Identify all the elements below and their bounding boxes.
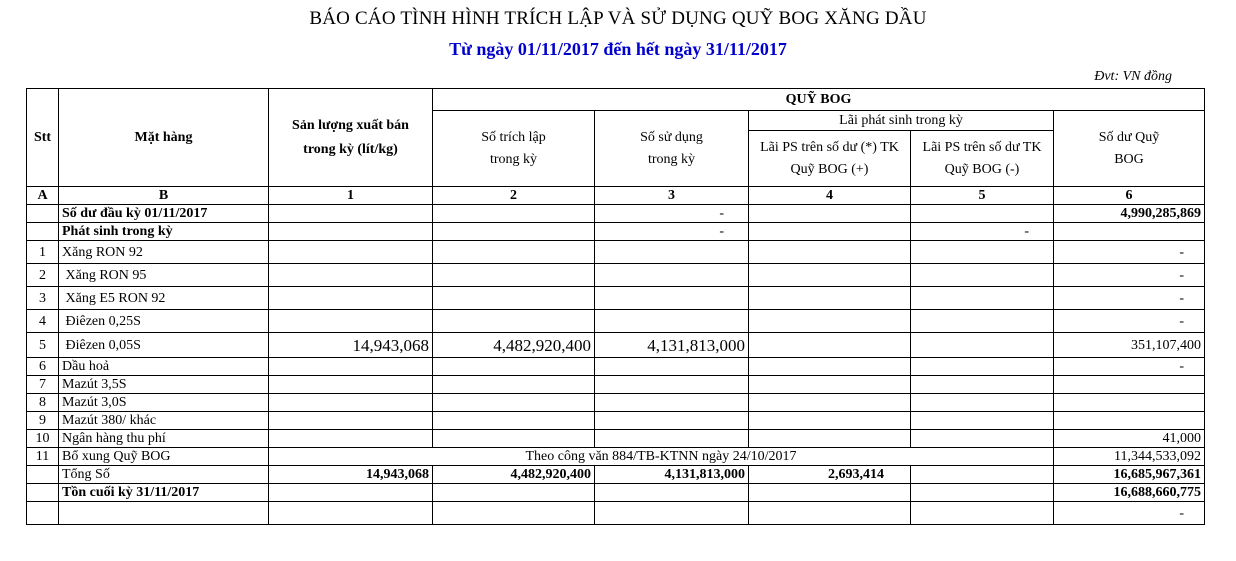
cell-4: [749, 333, 911, 358]
cell-2: [433, 394, 595, 412]
cell-4: [749, 502, 911, 525]
cell-stt: [27, 484, 59, 502]
cell-4: [749, 310, 911, 333]
cell-5: [911, 394, 1054, 412]
table-row-opening: [27, 205, 1205, 223]
cell-1: [269, 376, 433, 394]
table-row-closing: [27, 484, 1205, 502]
header-stt: Stt: [27, 89, 59, 187]
code-1: 1: [269, 187, 433, 205]
header-mat-hang: Mặt hàng: [59, 89, 269, 187]
cell-3: [595, 241, 749, 264]
cell-stt: 1: [27, 241, 59, 264]
cell-6: [1054, 223, 1205, 241]
table-row-2: [27, 264, 1205, 287]
cell-stt: [27, 205, 59, 223]
row-label: Mazút 380/ khác: [59, 412, 269, 430]
cell-5: [911, 287, 1054, 310]
cell-5: [911, 484, 1054, 502]
cell-6: 4,990,285,869: [1054, 205, 1205, 223]
cell-6: -: [1054, 241, 1205, 264]
cell-3: [595, 412, 749, 430]
cell-1: [269, 264, 433, 287]
table-row-arising: [27, 223, 1205, 241]
cell-5: [911, 264, 1054, 287]
cell-6: -: [1054, 264, 1205, 287]
cell-1: [269, 502, 433, 525]
cell-6: -: [1054, 358, 1205, 376]
cell-1: [269, 241, 433, 264]
row-label: Mazút 3,5S: [59, 376, 269, 394]
cell-stt: 3: [27, 287, 59, 310]
cell-1: [269, 310, 433, 333]
cell-5: [911, 358, 1054, 376]
cell-2: [433, 205, 595, 223]
cell-5: [911, 376, 1054, 394]
cell-2: [433, 358, 595, 376]
cell-3: [595, 430, 749, 448]
table-row-11: [27, 448, 1205, 466]
cell-stt: 10: [27, 430, 59, 448]
cell-5: [911, 430, 1054, 448]
cell-2: 4,482,920,400: [433, 333, 595, 358]
cell-6: 16,685,967,361: [1054, 466, 1205, 484]
cell-5: [911, 310, 1054, 333]
cell-2: [433, 430, 595, 448]
cell-2: [433, 376, 595, 394]
cell-2: [433, 223, 595, 241]
cell-1: [269, 394, 433, 412]
cell-4: [749, 205, 911, 223]
cell-3: -: [595, 223, 749, 241]
cell-3: [595, 484, 749, 502]
table-row-total: [27, 466, 1205, 484]
cell-4: [749, 223, 911, 241]
row-label: Xăng RON 95: [59, 264, 269, 287]
cell-6: -: [1054, 287, 1205, 310]
row-label: Điêzen 0,05S: [59, 333, 269, 358]
cell-stt: 11: [27, 448, 59, 466]
cell-5: [911, 205, 1054, 223]
cell-5: [911, 466, 1054, 484]
cell-2: [433, 264, 595, 287]
row-label: Phát sinh trong kỳ: [59, 223, 269, 241]
cell-1: [269, 358, 433, 376]
code-6: 6: [1054, 187, 1205, 205]
table-row-6: [27, 358, 1205, 376]
report-title: BÁO CÁO TÌNH HÌNH TRÍCH LẬP VÀ SỬ DỤNG QUỸ BOG XĂNG DẦU: [309, 8, 927, 29]
header-lai-ps-cong: Lãi PS trên số dư (*) TK Quỹ BOG (+): [749, 131, 911, 187]
cell-5: -: [911, 223, 1054, 241]
table-row-5: [27, 333, 1205, 358]
currency-unit: Đvt: VN đồng: [1094, 69, 1172, 84]
header-so-trich-lap: Số trích lập trong kỳ: [433, 111, 595, 187]
code-5: 5: [911, 187, 1054, 205]
cell-stt: 5: [27, 333, 59, 358]
cell-4: 2,693,414: [749, 466, 911, 484]
cell-1: [269, 287, 433, 310]
header-lai-phat-sinh: Lãi phát sinh trong kỳ: [749, 111, 1054, 131]
header-quy-bog: QUỸ BOG: [433, 89, 1205, 111]
row-label: Ngân hàng thu phí: [59, 430, 269, 448]
cell-3: [595, 358, 749, 376]
cell-4: [749, 358, 911, 376]
cell-stt: [27, 466, 59, 484]
row-label: Dầu hoả: [59, 358, 269, 376]
cell-stt: 4: [27, 310, 59, 333]
cell-4: [749, 376, 911, 394]
row-label: Tồn cuối kỳ 31/11/2017: [59, 484, 269, 502]
cell-stt: 6: [27, 358, 59, 376]
cell-1: [269, 412, 433, 430]
cell-4: [749, 264, 911, 287]
code-a: A: [27, 187, 59, 205]
cell-6: [1054, 394, 1205, 412]
cell-3: 4,131,813,000: [595, 466, 749, 484]
cell-2: [433, 287, 595, 310]
cell-6: [1054, 376, 1205, 394]
cell-1: [269, 484, 433, 502]
cell-2: 4,482,920,400: [433, 466, 595, 484]
cell-6: [1054, 412, 1205, 430]
table-row-1: [27, 241, 1205, 264]
cell-6: 11,344,533,092: [1054, 448, 1205, 466]
cell-stt: 2: [27, 264, 59, 287]
cell-2: [433, 502, 595, 525]
cell-3: [595, 394, 749, 412]
row-note: Theo công văn 884/TB-KTNN ngày 24/10/2017: [269, 448, 1054, 466]
row-label: Xăng RON 92: [59, 241, 269, 264]
table-row-3: [27, 287, 1205, 310]
cell-stt: 8: [27, 394, 59, 412]
cell-stt: 9: [27, 412, 59, 430]
cell-5: [911, 502, 1054, 525]
table-row-9: [27, 412, 1205, 430]
code-4: 4: [749, 187, 911, 205]
cell-2: [433, 412, 595, 430]
cell-5: [911, 333, 1054, 358]
header-so-su-dung: Số sử dụng trong kỳ: [595, 111, 749, 187]
header-lai-ps-tru: Lãi PS trên số dư TK Quỹ BOG (-): [911, 131, 1054, 187]
cell-4: [749, 287, 911, 310]
code-b: B: [59, 187, 269, 205]
cell-stt: 7: [27, 376, 59, 394]
cell-6: 41,000: [1054, 430, 1205, 448]
cell-3: -: [595, 205, 749, 223]
cell-4: [749, 394, 911, 412]
header-so-du: Số dư Quỹ BOG: [1054, 111, 1205, 187]
cell-6: 16,688,660,775: [1054, 484, 1205, 502]
cell-3: [595, 264, 749, 287]
cell-stt: [27, 502, 59, 525]
cell-3: [595, 310, 749, 333]
cell-1: [269, 430, 433, 448]
row-label: Mazút 3,0S: [59, 394, 269, 412]
cell-4: [749, 484, 911, 502]
cell-6: -: [1054, 502, 1205, 525]
row-label: Số dư đầu kỳ 01/11/2017: [59, 205, 269, 223]
cell-stt: [27, 223, 59, 241]
cell-5: [911, 241, 1054, 264]
row-label: Tổng Số: [59, 466, 269, 484]
cell-2: [433, 484, 595, 502]
cell-3: [595, 287, 749, 310]
cell-6: -: [1054, 310, 1205, 333]
cell-3: [595, 502, 749, 525]
table-row-7: [27, 376, 1205, 394]
cell-5: [911, 412, 1054, 430]
bog-fund-table: [26, 88, 1205, 525]
cell-6: 351,107,400: [1054, 333, 1205, 358]
column-code-row: [27, 187, 1205, 205]
cell-1: 14,943,068: [269, 466, 433, 484]
table-row-8: [27, 394, 1205, 412]
row-label: Điêzen 0,25S: [59, 310, 269, 333]
row-label: Bổ xung Quỹ BOG: [59, 448, 269, 466]
code-2: 2: [433, 187, 595, 205]
table-row-blank: [27, 502, 1205, 525]
report-subtitle: Từ ngày 01/11/2017 đến hết ngày 31/11/2017: [449, 39, 787, 59]
cell-2: [433, 310, 595, 333]
cell-1: [269, 223, 433, 241]
cell-4: [749, 241, 911, 264]
cell-3: 4,131,813,000: [595, 333, 749, 358]
cell-3: [595, 376, 749, 394]
code-3: 3: [595, 187, 749, 205]
row-label: Xăng E5 RON 92: [59, 287, 269, 310]
header-san-luong: Sản lượng xuất bán trong kỳ (lít/kg): [269, 89, 433, 187]
header-row-1: [27, 89, 1205, 111]
row-label: [59, 502, 269, 525]
table-row-4: [27, 310, 1205, 333]
cell-4: [749, 412, 911, 430]
cell-1: [269, 205, 433, 223]
cell-4: [749, 430, 911, 448]
cell-1: 14,943,068: [269, 333, 433, 358]
cell-2: [433, 241, 595, 264]
table-row-10: [27, 430, 1205, 448]
